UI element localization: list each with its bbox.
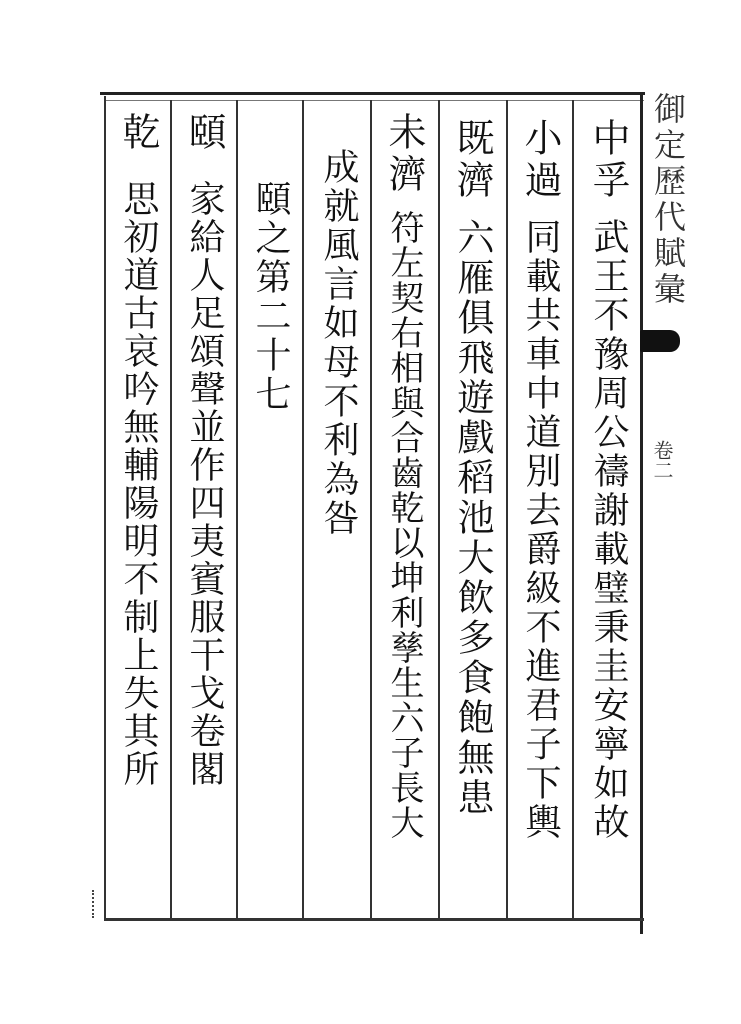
column-divider xyxy=(370,100,372,918)
left-border xyxy=(104,96,106,918)
hexagram-heading: 既濟 xyxy=(450,118,494,202)
hexagram-heading: 乾 xyxy=(116,112,160,154)
hexagram-heading: 小過 xyxy=(518,118,562,202)
column-divider xyxy=(506,100,508,918)
hexagram-heading: 中孚 xyxy=(586,118,630,202)
top-border xyxy=(100,92,645,95)
scan-mark xyxy=(92,890,106,918)
verse-text: 同載共車中道別去爵級不進君子下輿 xyxy=(520,218,561,842)
column-divider xyxy=(170,100,172,918)
section-heading: 頤之第二十七 xyxy=(250,180,291,414)
fishtail-mark xyxy=(640,330,680,352)
column-divider xyxy=(438,100,440,918)
verse-text: 成就風言如母不利為咎 xyxy=(318,148,359,538)
column-divider xyxy=(236,100,238,918)
verse-text: 六雁俱飛遊戲稻池大飲多食飽無患 xyxy=(451,218,494,818)
top-border-inner xyxy=(104,100,644,101)
column-divider xyxy=(572,100,574,918)
bottom-border xyxy=(104,918,644,921)
margin-book-title: 御定歷代賦彙 xyxy=(649,92,687,308)
column-divider xyxy=(302,100,304,918)
hexagram-heading: 頤 xyxy=(182,112,226,154)
right-border xyxy=(640,92,643,934)
verse-text: 思初道古哀吟無輔陽明不制上失其所 xyxy=(118,180,159,788)
verse-text: 武王不豫周公禱謝載璧秉圭安寧如故 xyxy=(588,218,629,842)
verse-text: 家給人足頌聲並作四夷賓服干戈卷閣 xyxy=(184,180,225,788)
verse-text: 符左契右相與合齒乾以坤利孳生六子長大 xyxy=(384,210,424,840)
hexagram-heading: 未濟 xyxy=(382,112,426,196)
margin-volume-label: 卷二 xyxy=(650,440,674,480)
